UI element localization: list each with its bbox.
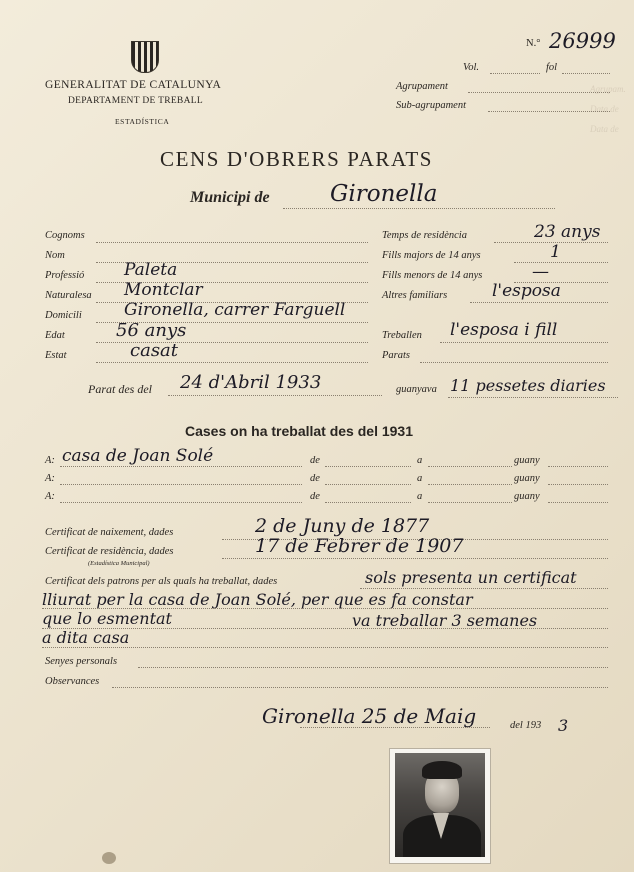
fol-label: fol [546, 62, 558, 73]
vol-label: Vol. [463, 62, 480, 73]
field-label-domicili: Domicili [45, 310, 82, 321]
cases-line [325, 502, 411, 503]
field-line [470, 302, 608, 303]
cases-line [548, 466, 608, 467]
cert-naixement-label: Certificat de naixement, dades [45, 527, 174, 538]
field-label-estat: Estat [45, 350, 67, 361]
subagrupament-line [488, 111, 610, 112]
section-name: ESTADÍSTICA [115, 117, 170, 126]
field-value-fills-majors: 1 [550, 242, 561, 262]
cases-row-value: casa de Joan Solé [62, 446, 214, 466]
id-photograph [389, 748, 491, 864]
cases-row-label: A: [45, 491, 55, 502]
parat-value: 24 d'Abril 1933 [180, 372, 322, 393]
paper-stain [102, 852, 116, 864]
field-label-naturalesa: Naturalesa [45, 290, 92, 301]
cert-patrons-line3a: que lo esmentat [42, 609, 172, 628]
cert-patrons-line1: sols presenta un certificat [365, 568, 577, 587]
cases-a-label: a [417, 473, 423, 484]
vol-line [490, 73, 540, 74]
cases-guany-label: guany [514, 491, 540, 502]
cert-patrons-line3b: va treballar 3 semanes [352, 611, 538, 630]
cases-de-label: de [310, 491, 320, 502]
parat-label: Parat des del [88, 382, 152, 396]
date-line [300, 727, 490, 728]
municipi-label: Municipi de [190, 189, 270, 206]
field-label-professio: Professió [45, 270, 85, 281]
cases-line [325, 466, 411, 467]
place-date: Gironella 25 de Maig [262, 704, 477, 728]
cases-a-label: a [417, 455, 423, 466]
cases-line [548, 502, 608, 503]
cert-patrons-label: Certificat dels patrons per als quals ha treballat, dades [45, 576, 278, 587]
cases-de-label: de [310, 473, 320, 484]
field-label-cognoms: Cognoms [45, 230, 85, 241]
cases-line [428, 484, 512, 485]
cases-title: Cases on ha treballat des del 1931 [185, 423, 413, 439]
cases-line [60, 502, 302, 503]
cases-guany-label: guany [514, 473, 540, 484]
field-label-edat: Edat [45, 330, 65, 341]
cases-row-label: A: [45, 473, 55, 484]
observances-label: Observances [45, 676, 100, 687]
department-name: DEPARTAMENT DE TREBALL [68, 96, 203, 106]
org-name: GENERALITAT DE CATALUNYA [45, 79, 222, 91]
cases-line [428, 466, 512, 467]
cases-line [325, 484, 411, 485]
cases-line [60, 484, 302, 485]
field-line [514, 262, 608, 263]
guanyava-line [448, 397, 618, 398]
senyes-label: Senyes personals [45, 656, 118, 667]
senyes-line [138, 667, 608, 668]
field-value-treballen: l'esposa i fill [450, 320, 558, 340]
field-line [96, 362, 368, 363]
municipi-line [283, 208, 555, 209]
field-value-temps-residencia: 23 anys [534, 222, 601, 242]
catalonia-coat-of-arms-icon [131, 41, 159, 73]
cases-row-label: A: [45, 455, 55, 466]
field-label-fills-majors: Fills majors de 14 anys [382, 250, 481, 261]
number-label: N.° [526, 38, 541, 49]
agrupament-label: Agrupament [396, 81, 448, 92]
municipi-value: Gironella [330, 181, 438, 207]
field-value-domicili: Gironella, carrer Farguell [124, 300, 346, 320]
observances-line [112, 687, 608, 688]
page-title: CENS D'OBRERS PARATS [160, 147, 434, 171]
field-label-altres-familiars: Altres familiars [382, 290, 448, 301]
bleed-through-text: Agrupam. [590, 84, 626, 94]
cert-residencia-sub: (Estadística Municipal) [88, 560, 150, 567]
cert-residencia-label: Certificat de residència, dades [45, 546, 174, 557]
field-label-nom: Nom [45, 250, 65, 261]
cert-patrons-line2: lliurat per la casa de Joan Solé, per que es fa constar [42, 590, 473, 609]
parat-line [168, 395, 382, 396]
number-value: 26999 [549, 29, 616, 53]
field-label-parats: Parats [382, 350, 411, 361]
field-line [420, 362, 608, 363]
field-value-fills-menors: — [532, 262, 549, 282]
cases-de-label: de [310, 455, 320, 466]
field-value-altres-familiars: l'esposa [492, 281, 561, 301]
year-label: del 193 [510, 720, 542, 731]
cert-line [42, 647, 608, 648]
portrait-hair [422, 761, 462, 779]
portrait-image [395, 753, 485, 857]
field-line [440, 342, 608, 343]
bleed-through-text: Data de [590, 124, 619, 134]
field-value-naturalesa: Montclar [124, 280, 203, 300]
field-value-estat: casat [130, 340, 179, 361]
cert-line [360, 588, 608, 589]
field-label-treballen: Treballen [382, 330, 422, 341]
cases-line [548, 484, 608, 485]
field-label-temps-residencia: Temps de residència [382, 230, 467, 241]
cases-line [60, 466, 302, 467]
cert-residencia-value: 17 de Febrer de 1907 [255, 535, 464, 557]
bleed-through-text: Data de [590, 104, 619, 114]
cases-line [428, 502, 512, 503]
fol-line [562, 73, 610, 74]
year-digit: 3 [558, 716, 569, 735]
cert-naixement-value: 2 de Juny de 1877 [255, 515, 430, 537]
cases-a-label: a [417, 491, 423, 502]
cases-guany-label: guany [514, 455, 540, 466]
field-label-fills-menors: Fills menors de 14 anys [382, 270, 483, 281]
field-value-edat: 56 anys [116, 320, 187, 341]
guanyava-value: 11 pessetes diaries [450, 376, 606, 395]
field-line [96, 242, 368, 243]
agrupament-line [468, 92, 610, 93]
cert-patrons-line4: a dita casa [42, 628, 130, 647]
guanyava-label: guanyava [396, 384, 437, 395]
field-value-professio: Paleta [124, 260, 178, 280]
cert-line [222, 558, 608, 559]
subagrupament-label: Sub-agrupament [396, 100, 466, 111]
